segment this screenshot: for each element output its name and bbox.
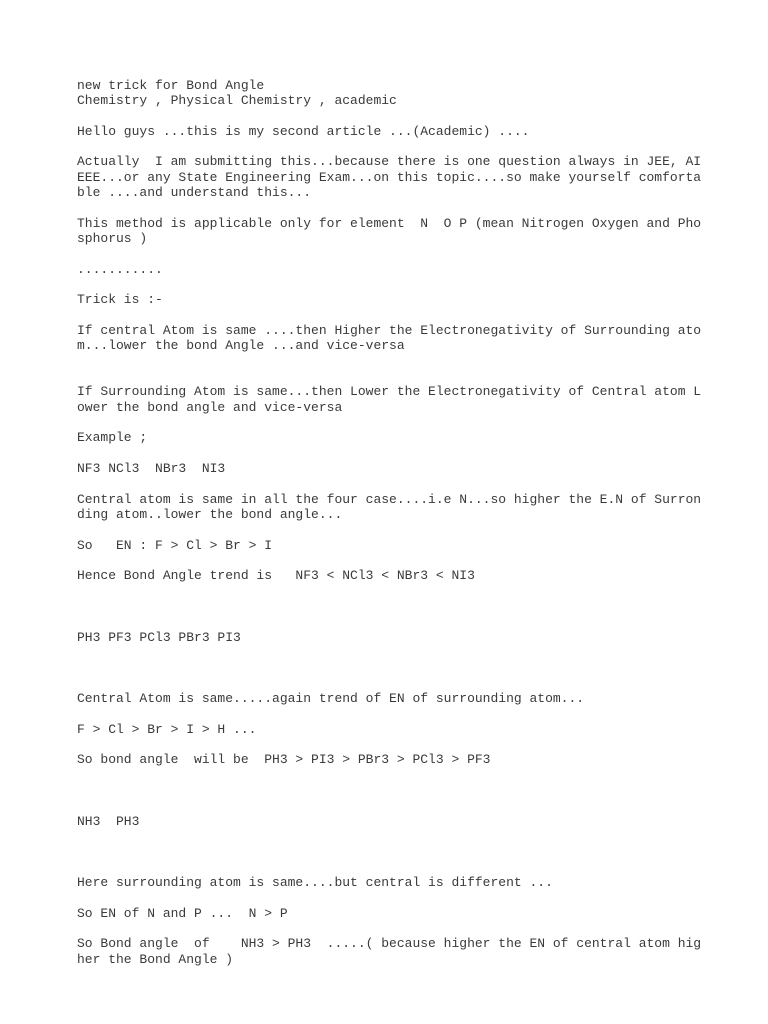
text-line: ower the bond angle and vice-versa [77, 400, 343, 415]
text-line: If central Atom is same ....then Higher the Electronegativity of Surrounding ato [77, 323, 702, 338]
text-line: If Surrounding Atom is same...then Lower the Electronegativity of Central atom L [77, 384, 702, 399]
text-line: m...lower the bond Angle ...and vice-versa [77, 338, 405, 353]
text-line: ........... [77, 262, 163, 277]
text-line: Actually I am submitting this...because there is one question always in JEE, AI [77, 154, 702, 169]
text-line: Central Atom is same.....again trend of EN of surrounding atom... [77, 691, 585, 706]
text-line: NF3 NCl3 NBr3 NI3 [77, 461, 226, 476]
text-line: Hello guys ...this is my second article ...(Academic) .... [77, 124, 530, 139]
text-line: So bond angle will be PH3 > PI3 > PBr3 > PCl3 > PF3 [77, 752, 491, 767]
text-line: Hence Bond Angle trend is NF3 < NCl3 < NBr3 < NI3 [77, 568, 475, 583]
text-line: PH3 PF3 PCl3 PBr3 PI3 [77, 630, 241, 645]
text-line: sphorus ) [77, 231, 148, 246]
text-line: her the Bond Angle ) [77, 952, 234, 967]
document-title: new trick for Bond Angle [77, 78, 265, 93]
text-line: EEE...or any State Engineering Exam...on this topic....so make yourself comforta [77, 170, 702, 185]
text-line: So EN : F > Cl > Br > I [77, 538, 273, 553]
text-line: ding atom..lower the bond angle... [77, 507, 343, 522]
text-line: Here surrounding atom is same....but central is different ... [77, 875, 553, 890]
text-line: ble ....and understand this... [77, 185, 312, 200]
text-line: Trick is :- [77, 292, 163, 307]
text-line: So Bond angle of NH3 > PH3 .....( because higher the EN of central atom hig [77, 936, 702, 951]
text-line: NH3 PH3 [77, 814, 140, 829]
text-line: This method is applicable only for element N O P (mean Nitrogen Oxygen and Pho [77, 216, 702, 231]
text-line: Example ; [77, 430, 148, 445]
text-line: Central atom is same in all the four case....i.e N...so higher the E.N of Surron [77, 492, 702, 507]
text-line: So EN of N and P ... N > P [77, 906, 288, 921]
text-line: F > Cl > Br > I > H ... [77, 722, 257, 737]
document-categories: Chemistry , Physical Chemistry , academic [77, 93, 397, 108]
